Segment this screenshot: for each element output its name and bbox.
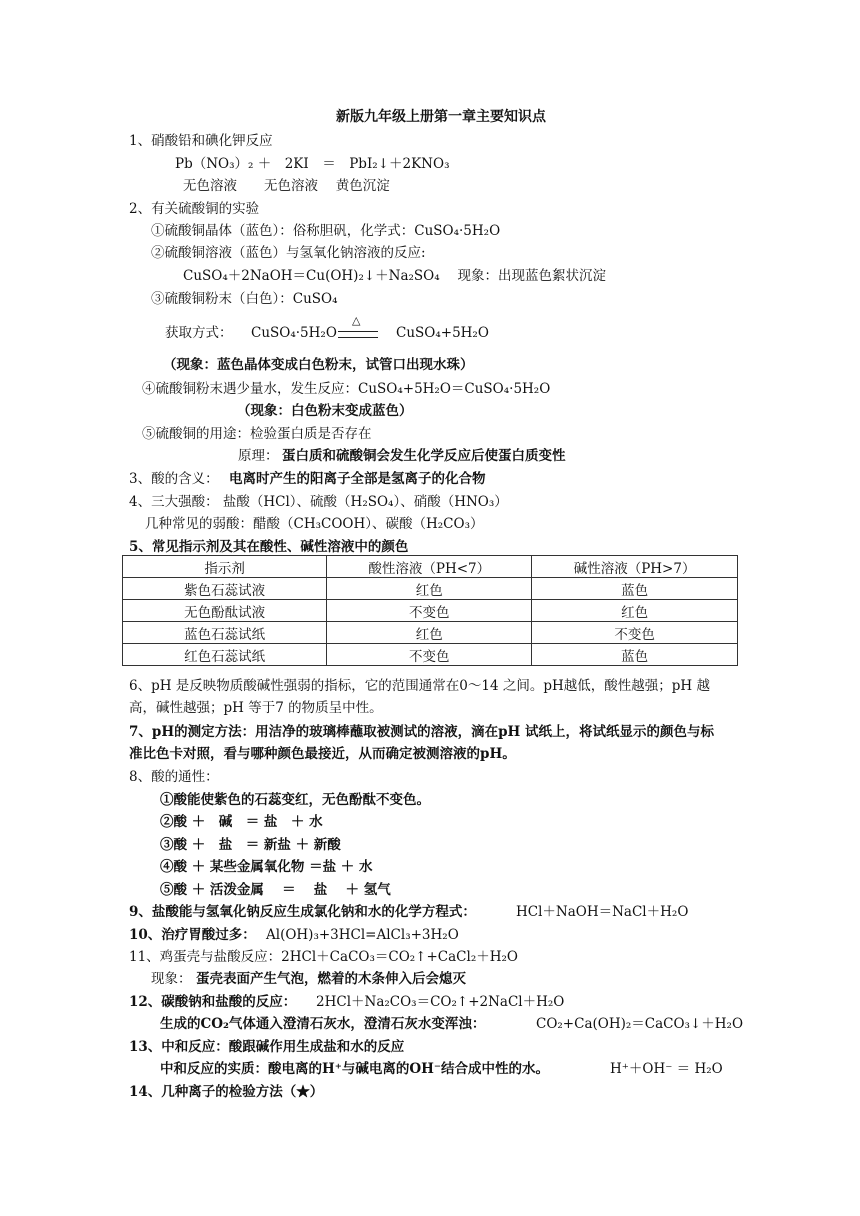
s8-heading: 8、酸的通性： xyxy=(129,769,219,785)
s3-heading: 3、酸的含义： xyxy=(129,471,219,487)
s2-item4: ④硫酸铜粉末遇少量水，发生反应：CuSO₄+5H₂O＝CuSO₄·5H₂O xyxy=(142,381,551,397)
s2-item1: ①硫酸铜晶体（蓝色）：俗称胆矾，化学式：CuSO₄·5H₂O xyxy=(151,223,501,239)
page-title: 新版九年级上册第一章主要知识点 xyxy=(336,109,546,125)
s13-line2-equation: H⁺＋OH⁻ ＝ H₂O xyxy=(610,1061,723,1077)
table-cell: 紫色石蕊试液 xyxy=(123,578,327,600)
s1-heading: 1、硝酸铅和碘化钾反应 xyxy=(129,133,273,149)
s11-line1: 11、鸡蛋壳与盐酸反应：2HCl＋CaCO₃＝CO₂↑+CaCl₂＋H₂O xyxy=(129,949,518,965)
s6-line1: 6、pH 是反映物质酸碱性强弱的指标，它的范围通常在0～14 之间。pH越低，酸性越强；pH 越 xyxy=(129,678,710,694)
s11-phenomenon-text: 蛋壳表面产生气泡，燃着的木条伸入后会熄灭 xyxy=(196,971,466,987)
s7-line2: 准比色卡对照，看与哪种颜色最接近，从而确定被测溶液的pH。 xyxy=(129,746,516,762)
table-cell: 不变色 xyxy=(327,644,532,666)
table-cell: 红色石蕊试纸 xyxy=(123,644,327,666)
heat-delta-symbol: △ xyxy=(352,314,361,327)
s10-text: 10、治疗胃酸过多： xyxy=(129,927,256,943)
s8-item: ①酸能使紫色的石蕊变红，无色酚酞不变色。 xyxy=(160,792,430,808)
s13-line2: 中和反应的实质：酸电离的H⁺与碱电离的OH⁻结合成中性的水。 xyxy=(160,1061,550,1077)
s13-line1: 13、中和反应：酸跟碱作用生成盐和水的反应 xyxy=(129,1039,405,1055)
s2-principle-label: 原理： xyxy=(238,448,279,464)
s4-line2: 几种常见的弱酸：醋酸（CH₃COOH）、碳酸（H₂CO₃） xyxy=(145,516,484,532)
table-row xyxy=(123,644,738,666)
table-row xyxy=(123,600,738,622)
table-header-cell: 碱性溶液（PH>7） xyxy=(532,556,738,578)
s11-phenomenon-label: 现象： xyxy=(151,971,192,987)
s2-item4-phenomenon: （现象：白色粉末变成蓝色） xyxy=(237,403,413,419)
s2-item5: ⑤硫酸铜的用途：检验蛋白质是否存在 xyxy=(142,426,372,442)
table-row xyxy=(123,622,738,644)
s1-equation: Pb（NO₃）₂ ＋ 2KI ＝ PbI₂↓＋2KNO₃ xyxy=(175,156,450,172)
s2-obtain-left: CuSO₄·5H₂O xyxy=(251,325,337,341)
table-cell: 蓝色 xyxy=(532,644,738,666)
s2-obtain-phenomenon: （现象：蓝色晶体变成白色粉末，试管口出现水珠） xyxy=(163,357,474,373)
s2-principle-text: 蛋白质和硫酸铜会发生化学反应后使蛋白质变性 xyxy=(282,448,566,464)
table-cell: 不变色 xyxy=(327,600,532,622)
indicator-table xyxy=(122,555,738,666)
s14-heading: 14、几种离子的检验方法（★） xyxy=(129,1084,324,1100)
table-cell: 红色 xyxy=(327,622,532,644)
s12-line2-equation: CO₂+Ca(OH)₂＝CaCO₃↓＋H₂O xyxy=(536,1016,744,1032)
s10-equation: Al(OH)₃+3HCl=AlCl₃+3H₂O xyxy=(266,927,459,943)
s7-line1: 7、pH的测定方法：用洁净的玻璃棒蘸取被测试的溶液，滴在pH 试纸上，将试纸显示的颜色与标 xyxy=(129,724,714,740)
table-cell: 蓝色 xyxy=(532,578,738,600)
s8-item: ②酸 ＋ 碱 ＝ 盐 ＋ 水 xyxy=(160,814,323,830)
s6-line2: 高，碱性越强；pH 等于7 的物质呈中性。 xyxy=(129,700,383,716)
table-cell: 不变色 xyxy=(532,622,738,644)
s12-text: 12、碳酸钠和盐酸的反应： xyxy=(129,994,297,1010)
s8-item: ⑤酸 ＋ 活泼金属 ＝ 盐 ＋ 氢气 xyxy=(160,882,391,898)
s2-heading: 2、有关硫酸铜的实验 xyxy=(129,201,260,217)
s8-item: ③酸 ＋ 盐 ＝ 新盐 ＋ 新酸 xyxy=(160,837,341,853)
s5-heading: 5、常见指示剂及其在酸性、碱性溶液中的颜色 xyxy=(129,539,409,555)
table-header-row xyxy=(123,556,738,578)
table-cell: 红色 xyxy=(327,578,532,600)
table-cell: 无色酚酞试液 xyxy=(123,600,327,622)
s9-equation: HCl＋NaOH＝NaCl＋H₂O xyxy=(516,904,689,920)
reaction-arrow-line xyxy=(338,331,378,338)
s4-line1: 4、三大强酸： 盐酸（HCl）、硫酸（H₂SO₄）、硝酸（HNO₃） xyxy=(129,494,508,510)
table-row xyxy=(123,578,738,600)
s12-line2: 生成的CO₂气体通入澄清石灰水，澄清石灰水变浑浊： xyxy=(160,1016,486,1032)
s2-item2-equation: CuSO₄＋2NaOH＝Cu(OH)₂↓＋Na₂SO₄ 现象：出现蓝色絮状沉淀 xyxy=(183,268,606,284)
s2-item3: ③硫酸铜粉末（白色）：CuSO₄ xyxy=(151,291,338,307)
s3-text: 电离时产生的阳离子全部是氢离子的化合物 xyxy=(229,471,486,487)
s2-item2: ②硫酸铜溶液（蓝色）与氢氧化钠溶液的反应: xyxy=(151,245,426,261)
table-header-cell: 酸性溶液（PH<7） xyxy=(327,556,532,578)
table-cell: 蓝色石蕊试纸 xyxy=(123,622,327,644)
s12-equation: 2HCl＋Na₂CO₃＝CO₂↑+2NaCl＋H₂O xyxy=(316,994,565,1010)
table-header-cell: 指示剂 xyxy=(123,556,327,578)
s1-labels: 无色溶液 无色溶液 黄色沉淀 xyxy=(183,178,390,194)
s2-obtain-label: 获取方式： xyxy=(165,325,233,341)
table-cell: 红色 xyxy=(532,600,738,622)
s2-obtain-right: CuSO₄+5H₂O xyxy=(396,325,489,341)
s9-text: 9、盐酸能与氢氧化钠反应生成氯化钠和水的化学方程式： xyxy=(129,904,476,920)
s8-item: ④酸 ＋ 某些金属氧化物 ＝盐 ＋ 水 xyxy=(160,859,373,875)
